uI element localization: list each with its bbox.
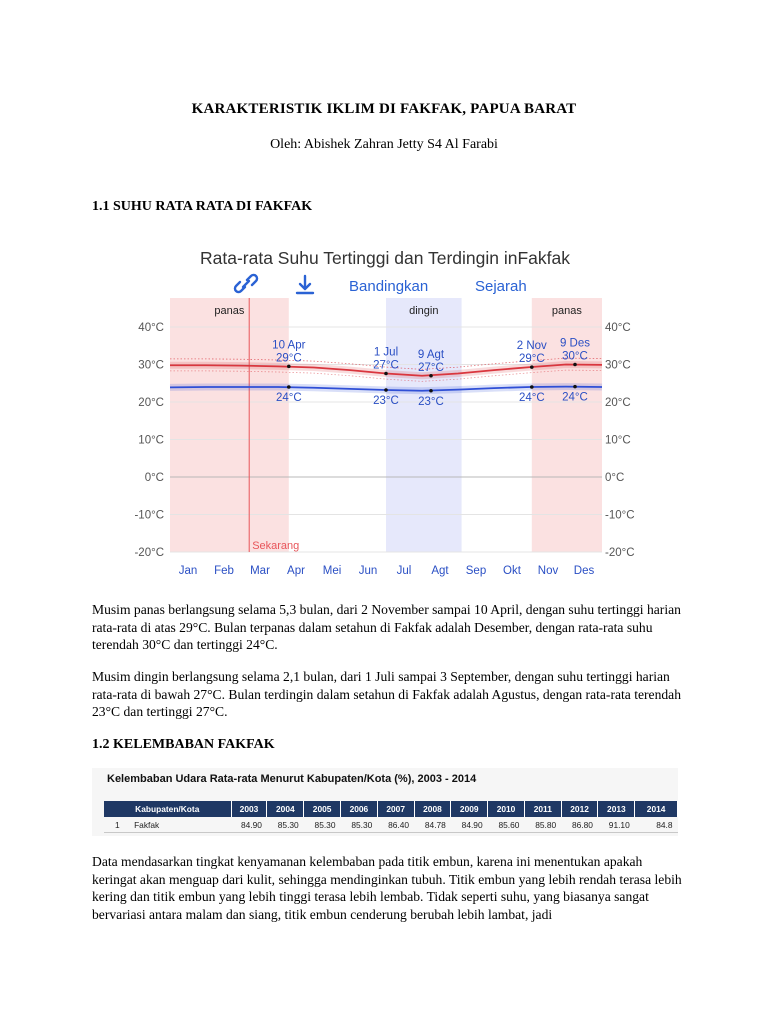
- table-cell: 84.8: [656, 819, 673, 830]
- annotation-value: 27°C: [373, 359, 399, 372]
- compare-link[interactable]: Bandingkan: [349, 278, 429, 295]
- table-cell: 85.80: [535, 819, 557, 830]
- row-name: Fakfak: [134, 819, 160, 830]
- table-cell: 86.40: [388, 819, 410, 830]
- season-band: [170, 298, 289, 552]
- column-header-year: 2012: [561, 801, 598, 817]
- x-tick-label[interactable]: Okt: [503, 565, 521, 577]
- annotation-date: 9 Des: [559, 337, 591, 350]
- column-header-year: 2006: [341, 801, 378, 817]
- annotation-value: 24°C: [562, 391, 588, 404]
- y-tick-label-left: -20°C: [134, 547, 164, 559]
- annotation-point: [287, 365, 291, 369]
- history-link[interactable]: Sejarah: [475, 278, 527, 295]
- table-cell: 84.78: [424, 819, 446, 830]
- x-tick-label[interactable]: Mar: [250, 565, 270, 577]
- annotation-value: 24°C: [275, 392, 302, 404]
- table-title: Kelembaban Udara Rata-rata Menurut Kabupaten/Kota (%), 2003 - 2014: [107, 773, 477, 785]
- season-band: [532, 298, 602, 552]
- column-header-year: 2003: [231, 801, 267, 817]
- annotation-point: [530, 365, 534, 369]
- column-header-year: 2014: [635, 801, 678, 817]
- table-cell: 85.30: [314, 819, 336, 830]
- y-tick-label-left: 30°C: [138, 359, 164, 372]
- y-tick-label-right: 0°C: [605, 472, 625, 484]
- column-header-year: 2004: [267, 801, 304, 817]
- annotation-point: [384, 388, 388, 392]
- table-header-row: [104, 801, 678, 817]
- y-tick-label-right: 40°C: [605, 322, 631, 334]
- link-icon[interactable]: [235, 275, 257, 292]
- y-tick-label-right: 10°C: [605, 434, 631, 447]
- season-label: panas: [551, 305, 582, 317]
- y-tick-label-left: 0°C: [144, 472, 164, 484]
- chart-title: Rata-rata Suhu Tertinggi dan Terdingin inFakfak: [200, 248, 570, 268]
- y-tick-label-right: -20°C: [605, 547, 635, 559]
- table-cell: 84.90: [461, 819, 483, 830]
- annotation-value: 29°C: [275, 352, 302, 365]
- column-header-year: 2007: [377, 801, 414, 817]
- paragraph-cold-season: Musim dingin berlangsung selama 2,1 bulan, dari 1 Juli sampai 3 September, dengan suhu tertinggi harian rata-rata di bawah 27°C. Bulan terdingin dalam setahun di Fakfak adalah Agustus, dengan rata-rata terendah 23°C dan tertinggi 27°C.: [92, 669, 682, 719]
- x-tick-label[interactable]: Mei: [322, 565, 342, 577]
- y-tick-label-right: 20°C: [605, 397, 631, 409]
- y-tick-label-left: 20°C: [138, 397, 164, 409]
- table-cell: 85.30: [277, 819, 299, 830]
- paragraph-dew-point: Data mendasarkan tingkat kenyamanan kelembaban pada titik embun, karena ini menentukan apakah keringat akan menguap dari kulit, sehingga mendinginkan tubuh. Titik embun yang lebih rendah terasa lebih kering dan titik embun yang lebih tinggi terasa lebih lembab. Tidak seperti suhu, yang biasanya sangat bervariasi antara malam dan siang, titik embun cenderung berubah lebih lambat, jadi: [92, 854, 682, 922]
- x-tick-label[interactable]: Jan: [178, 565, 198, 577]
- column-header-year: 2013: [598, 801, 635, 817]
- table-cell: 91.10: [608, 819, 630, 830]
- annotation-value: 24°C: [518, 392, 545, 404]
- chart-toolbar: [235, 275, 527, 295]
- annotation-date: 2 Nov: [516, 340, 547, 353]
- section-heading-temperature: 1.1 SUHU RATA RATA DI FAKFAK: [92, 199, 313, 214]
- x-tick-label[interactable]: Sep: [465, 565, 487, 577]
- column-header-year: 2010: [488, 801, 525, 817]
- section-heading-humidity: 1.2 KELEMBABAN FAKFAK: [92, 737, 275, 752]
- annotation-point: [384, 372, 388, 376]
- y-tick-label-right: -10°C: [605, 509, 635, 522]
- season-label: panas: [214, 305, 245, 317]
- x-tick-label[interactable]: Agt: [431, 565, 449, 577]
- x-tick-label[interactable]: Jul: [396, 565, 412, 577]
- annotation-value: 27°C: [418, 361, 444, 374]
- column-header-year: 2005: [304, 801, 341, 817]
- temperature-chart: [92, 236, 678, 586]
- table-cell: 85.30: [351, 819, 373, 830]
- x-tick-label[interactable]: Jun: [358, 565, 378, 577]
- annotation-value: 29°C: [518, 353, 545, 366]
- season-label: dingin: [409, 305, 439, 317]
- table-cell: 85.60: [498, 819, 520, 830]
- table-cell: 86.80: [572, 819, 593, 830]
- y-tick-label-left: -10°C: [134, 509, 164, 522]
- annotation-date: 9 Agt: [417, 348, 445, 361]
- column-header-year: 2008: [414, 801, 451, 817]
- document-author: Oleh: Abishek Zahran Jetty S4 Al Farabi: [270, 137, 498, 152]
- y-tick-label-left: 10°C: [138, 434, 164, 447]
- paragraph-hot-season: Musim panas berlangsung selama 5,3 bulan, dari 2 November sampai 10 April, dengan suhu tertinggi harian rata-rata di atas 29°C. Bulan terpanas dalam setahun di Fakfak adalah Desember, dengan rata-rata suhu terendah 30°C dan tertinggi 24°C.: [92, 602, 681, 652]
- annotation-value: 23°C: [418, 395, 444, 408]
- download-icon[interactable]: [297, 276, 313, 293]
- now-marker-label: Sekarang: [252, 540, 300, 552]
- y-tick-label-right: 30°C: [605, 359, 631, 372]
- annotation-point: [573, 385, 577, 389]
- annotation-point: [573, 363, 577, 367]
- annotation-date: 10 Apr: [272, 339, 306, 352]
- annotation-point: [530, 385, 534, 389]
- annotation-point: [287, 385, 291, 389]
- humidity-table-figure: [92, 768, 678, 836]
- x-tick-label[interactable]: Apr: [287, 565, 305, 577]
- annotation-point: [429, 389, 433, 393]
- table-cell: 84.90: [240, 819, 262, 830]
- annotation-value: 23°C: [373, 395, 399, 407]
- row-number: 1: [115, 819, 120, 830]
- column-header-year: 2011: [524, 801, 561, 817]
- column-header-year: 2009: [451, 801, 488, 817]
- column-header-regency: Kabupaten/Kota: [104, 801, 231, 817]
- document-title: KARAKTERISTIK IKLIM DI FAKFAK, PAPUA BARAT: [191, 101, 577, 117]
- annotation-date: 1 Jul: [373, 346, 399, 359]
- humidity-table: [104, 801, 678, 833]
- x-tick-label[interactable]: Des: [573, 565, 595, 577]
- table-row: [104, 817, 678, 833]
- y-tick-label-left: 40°C: [138, 322, 164, 334]
- season-band: [386, 298, 462, 552]
- annotation-point: [429, 374, 433, 378]
- annotation-value: 30°C: [562, 350, 588, 363]
- x-tick-label[interactable]: Feb: [214, 565, 234, 577]
- x-tick-label[interactable]: Nov: [537, 565, 559, 577]
